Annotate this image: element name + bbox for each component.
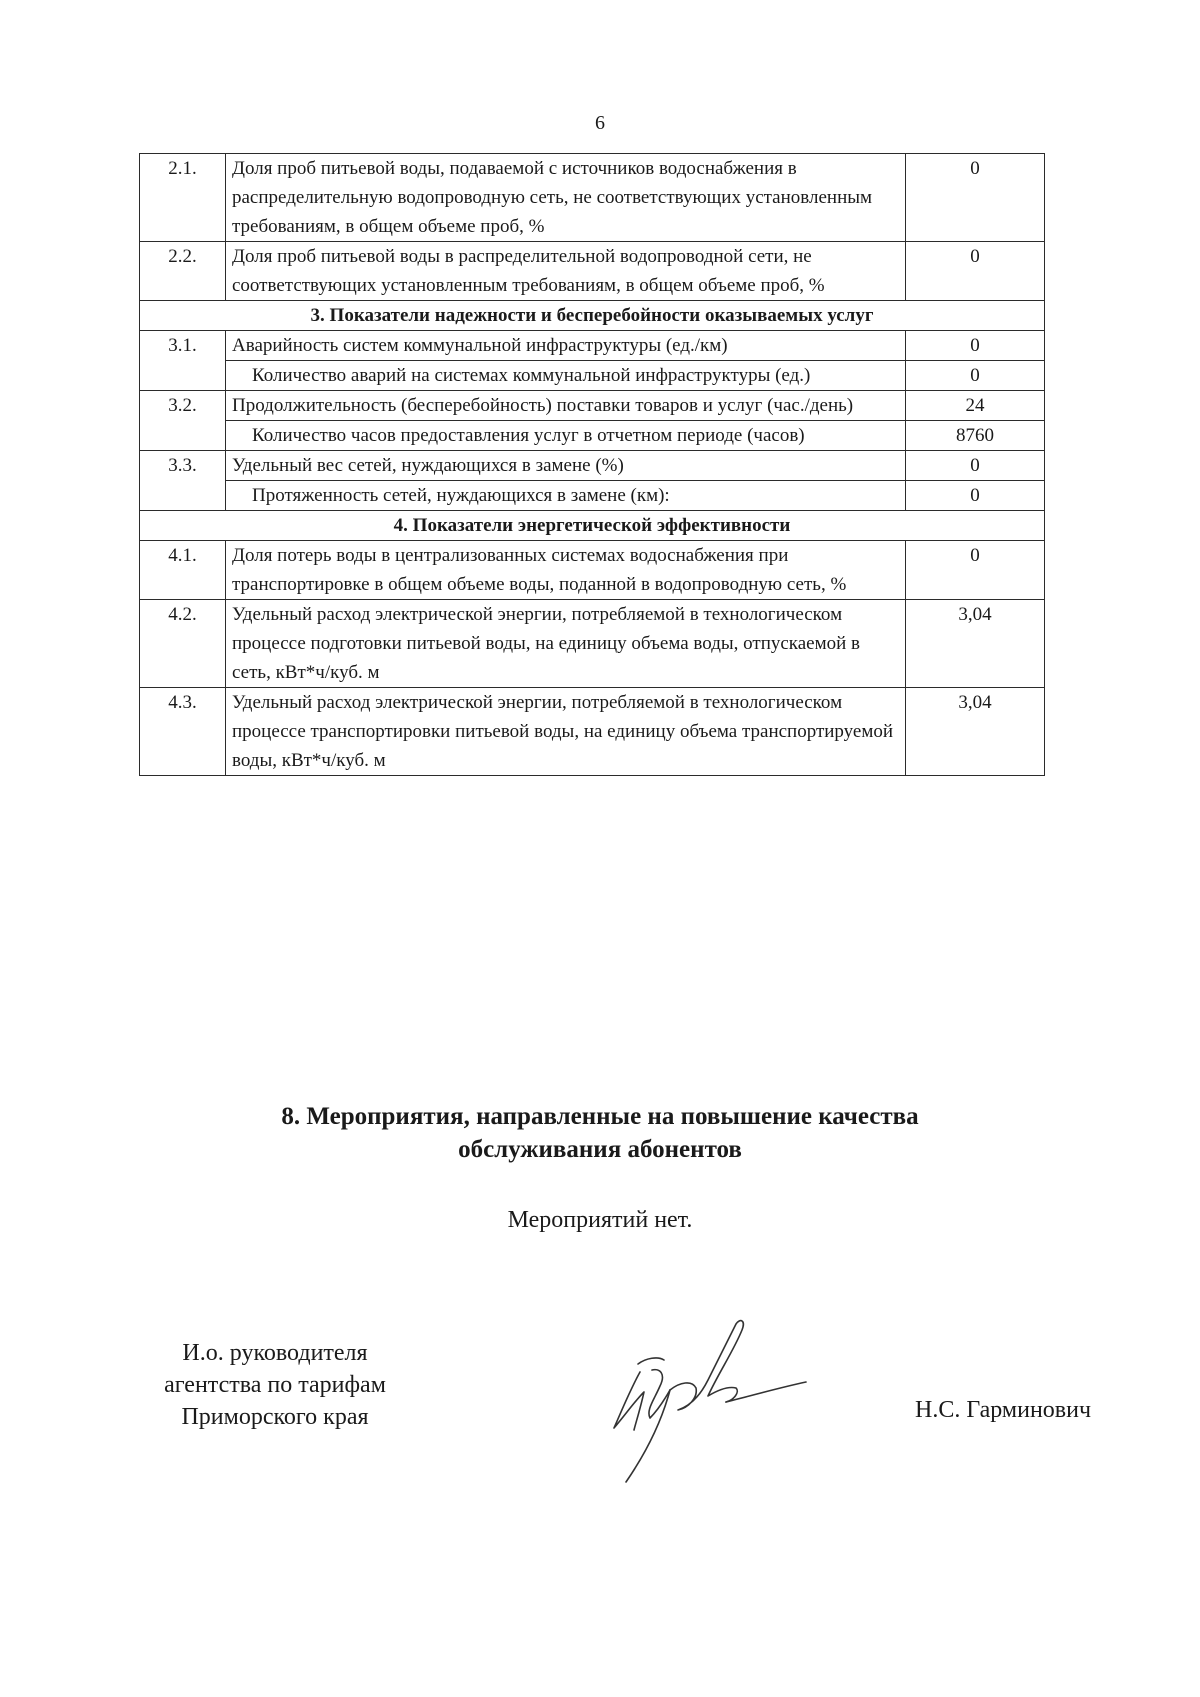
row-number: 4.2.	[140, 600, 226, 688]
subrow-value: 0	[906, 361, 1045, 391]
row-description: Удельный вес сетей, нуждающихся в замене (%)	[226, 451, 906, 481]
table-row	[140, 600, 1045, 688]
table-subrow	[140, 361, 1045, 391]
row-value: 0	[906, 331, 1045, 361]
row-number: 3.1.	[140, 331, 226, 391]
signer-title-line: Приморского края	[181, 1404, 369, 1430]
signer-title-line: агентства по тарифам	[164, 1372, 386, 1398]
table-subrow	[140, 421, 1045, 451]
table-row	[140, 331, 1045, 361]
handwritten-signature	[600, 1310, 810, 1490]
subrow-value: 8760	[906, 421, 1045, 451]
row-value: 0	[906, 451, 1045, 481]
section-header-row	[140, 511, 1045, 541]
row-description: Аварийность систем коммунальной инфраструктуры (ед./км)	[226, 331, 906, 361]
row-number: 3.2.	[140, 391, 226, 451]
table-row	[140, 541, 1045, 600]
section-header-row	[140, 301, 1045, 331]
subrow-description: Протяженность сетей, нуждающихся в замене (км):	[226, 481, 906, 511]
row-value: 0	[906, 154, 1045, 242]
section-title: 4. Показатели энергетической эффективности	[140, 511, 1045, 541]
signer-name: Н.С. Гарминович	[915, 1397, 1092, 1423]
row-value: 3,04	[906, 600, 1045, 688]
table-subrow	[140, 481, 1045, 511]
section-8-note: Мероприятий нет.	[507, 1207, 693, 1233]
subrow-value: 0	[906, 481, 1045, 511]
row-description: Продолжительность (бесперебойность) поставки товаров и услуг (час./день)	[226, 391, 906, 421]
row-description: Доля потерь воды в централизованных системах водоснабжения при транспортировке в общем объеме воды, поданной в водопроводную сеть, %	[226, 541, 906, 600]
row-number: 2.2.	[140, 242, 226, 301]
row-number: 3.3.	[140, 451, 226, 511]
table-row	[140, 242, 1045, 301]
row-value: 3,04	[906, 688, 1045, 776]
subrow-description: Количество часов предоставления услуг в отчетном периоде (часов)	[226, 421, 906, 451]
indicators-table	[139, 153, 1045, 776]
subrow-description: Количество аварий на системах коммунальной инфраструктуры (ед.)	[226, 361, 906, 391]
table-row	[140, 688, 1045, 776]
row-value: 0	[906, 242, 1045, 301]
section-title: 3. Показатели надежности и бесперебойности оказываемых услуг	[140, 301, 1045, 331]
row-number: 4.3.	[140, 688, 226, 776]
table-row	[140, 391, 1045, 421]
row-description: Удельный расход электрической энергии, потребляемой в технологическом процессе транспортировки питьевой воды, на единицу объема транспортируемой воды, кВт*ч/куб. м	[226, 688, 906, 776]
section-8-title-line: обслуживания абонентов	[458, 1136, 742, 1163]
section-8-heading	[0, 1100, 1200, 1166]
row-number: 4.1.	[140, 541, 226, 600]
table-row	[140, 154, 1045, 242]
signer-title	[130, 1337, 420, 1433]
page-number: 6	[595, 112, 605, 134]
section-8-title-line: 8. Мероприятия, направленные на повышение качества	[281, 1103, 919, 1130]
row-number: 2.1.	[140, 154, 226, 242]
row-value: 24	[906, 391, 1045, 421]
row-value: 0	[906, 541, 1045, 600]
row-description: Доля проб питьевой воды, подаваемой с источников водоснабжения в распределительную водопроводную сеть, не соответствующих установленным требованиям, в общем объеме проб, %	[226, 154, 906, 242]
row-description: Доля проб питьевой воды в распределительной водопроводной сети, не соответствующих установленным требованиям, в общем объеме проб, %	[226, 242, 906, 301]
signer-title-line: И.о. руководителя	[182, 1340, 368, 1366]
row-description: Удельный расход электрической энергии, потребляемой в технологическом процессе подготовки питьевой воды, на единицу объема воды, отпускаемой в сеть, кВт*ч/куб. м	[226, 600, 906, 688]
table-row	[140, 451, 1045, 481]
